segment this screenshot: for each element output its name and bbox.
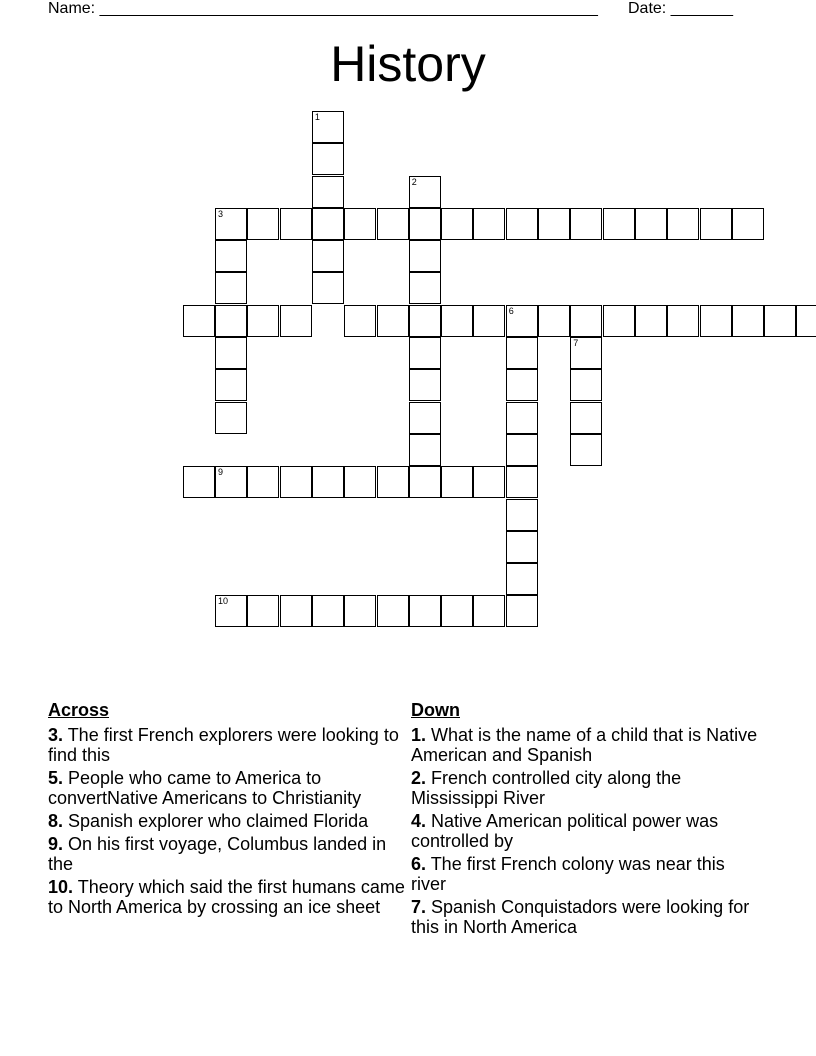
crossword-cell[interactable] xyxy=(635,305,667,337)
crossword-cell[interactable] xyxy=(700,305,732,337)
clue-number: 6 xyxy=(508,305,514,316)
down-heading: Down xyxy=(411,700,460,720)
clue-number-label: 8. xyxy=(48,811,64,831)
crossword-cell[interactable] xyxy=(667,208,699,240)
crossword-cell[interactable] xyxy=(312,595,344,627)
crossword-cell[interactable] xyxy=(506,595,538,627)
crossword-cell[interactable] xyxy=(441,208,473,240)
crossword-cell[interactable] xyxy=(570,208,602,240)
crossword-cell[interactable] xyxy=(183,305,215,337)
crossword-cell[interactable] xyxy=(409,434,441,466)
crossword-cell[interactable] xyxy=(215,240,247,272)
clue-number-label: 1. xyxy=(411,725,427,745)
crossword-cell[interactable] xyxy=(506,337,538,369)
clue-number-label: 7. xyxy=(411,897,427,917)
clue-number-label: 4. xyxy=(411,811,427,831)
clue-text: People who came to America to convertNative Americans to Christianity xyxy=(48,768,362,808)
clue-number: 3 xyxy=(218,208,224,219)
crossword-cell[interactable] xyxy=(473,595,505,627)
crossword-cell[interactable] xyxy=(312,143,344,175)
crossword-cell[interactable] xyxy=(473,305,505,337)
crossword-cell[interactable] xyxy=(183,466,215,498)
crossword-cell[interactable] xyxy=(215,595,247,627)
crossword-cell[interactable] xyxy=(215,305,247,337)
down-clue xyxy=(411,725,761,765)
crossword-cell[interactable] xyxy=(570,305,602,337)
clue-number-label: 5. xyxy=(48,768,64,788)
down-clue xyxy=(411,768,761,808)
crossword-cell[interactable] xyxy=(409,369,441,401)
crossword-cell[interactable] xyxy=(409,466,441,498)
crossword-cell[interactable] xyxy=(506,369,538,401)
clue-number: 9 xyxy=(218,467,224,478)
crossword-cell[interactable] xyxy=(732,305,764,337)
down-clues xyxy=(411,700,761,940)
crossword-cell[interactable] xyxy=(603,208,635,240)
crossword-cell[interactable] xyxy=(377,208,409,240)
clue-number-label: 9. xyxy=(48,834,64,854)
crossword-cell[interactable] xyxy=(215,369,247,401)
name-field[interactable]: Name: ________________________________________________________ xyxy=(48,0,598,17)
clue-text: Spanish Conquistadors were looking for this in North America xyxy=(411,897,750,937)
crossword-cell[interactable] xyxy=(506,402,538,434)
crossword-cell[interactable] xyxy=(409,305,441,337)
crossword-cell[interactable] xyxy=(441,595,473,627)
crossword-cell[interactable] xyxy=(506,531,538,563)
crossword-cell[interactable] xyxy=(409,176,441,208)
clue-number: 1 xyxy=(314,111,320,122)
crossword-cell[interactable] xyxy=(409,402,441,434)
across-clue-list xyxy=(48,725,408,917)
crossword-cell[interactable] xyxy=(215,337,247,369)
crossword-cell[interactable] xyxy=(506,305,538,337)
down-clue xyxy=(411,811,761,851)
crossword-cell[interactable] xyxy=(377,305,409,337)
crossword-cell[interactable] xyxy=(506,434,538,466)
down-clue xyxy=(411,897,761,937)
crossword-cell[interactable] xyxy=(441,305,473,337)
crossword-cell[interactable] xyxy=(247,208,279,240)
crossword-cell[interactable] xyxy=(603,305,635,337)
crossword-cell[interactable] xyxy=(377,595,409,627)
clue-text: French controlled city along the Mississippi River xyxy=(411,768,682,808)
header xyxy=(0,0,816,24)
crossword-cell[interactable] xyxy=(700,208,732,240)
clue-number: 10 xyxy=(218,596,229,607)
crossword-cell[interactable] xyxy=(409,272,441,304)
crossword-cell[interactable] xyxy=(473,466,505,498)
crossword-cell[interactable] xyxy=(344,208,376,240)
crossword-cell[interactable] xyxy=(409,240,441,272)
clue-number-label: 2. xyxy=(411,768,427,788)
crossword-cell[interactable] xyxy=(506,466,538,498)
crossword-cell[interactable] xyxy=(538,208,570,240)
crossword-cell[interactable] xyxy=(344,466,376,498)
clue-number: 2 xyxy=(411,176,417,187)
crossword-cell[interactable] xyxy=(635,208,667,240)
down-clue-list xyxy=(411,725,761,937)
crossword-cell[interactable] xyxy=(280,305,312,337)
crossword-cell[interactable] xyxy=(409,208,441,240)
crossword-cell[interactable] xyxy=(667,305,699,337)
crossword-cell[interactable] xyxy=(506,499,538,531)
crossword-cell[interactable] xyxy=(570,337,602,369)
crossword-cell[interactable] xyxy=(215,208,247,240)
crossword-cell[interactable] xyxy=(344,595,376,627)
crossword-cell[interactable] xyxy=(441,466,473,498)
clue-text: On his first voyage, Columbus landed in the xyxy=(48,834,387,874)
crossword-cell[interactable] xyxy=(280,595,312,627)
crossword-cell[interactable] xyxy=(409,595,441,627)
crossword-cell[interactable] xyxy=(280,208,312,240)
crossword-cell[interactable] xyxy=(732,208,764,240)
crossword-cell[interactable] xyxy=(215,466,247,498)
crossword-cell[interactable] xyxy=(506,208,538,240)
crossword-cell[interactable] xyxy=(796,305,816,337)
clue-number: 7 xyxy=(573,338,579,348)
across-clue xyxy=(48,768,408,808)
crossword-cell[interactable] xyxy=(312,176,344,208)
crossword-cell[interactable] xyxy=(312,240,344,272)
crossword-cell[interactable] xyxy=(764,305,796,337)
clue-text: Spanish explorer who claimed Florida xyxy=(63,811,369,831)
clue-text: Theory which said the first humans came to North America by crossing an ice sheet xyxy=(48,877,405,917)
date-field[interactable]: Date: _______ xyxy=(628,0,733,17)
clue-number-label: 3. xyxy=(48,725,64,745)
crossword-cell[interactable] xyxy=(506,563,538,595)
across-heading: Across xyxy=(48,700,110,720)
page-title: History xyxy=(330,36,486,92)
crossword-cell[interactable] xyxy=(247,595,279,627)
crossword-cell[interactable] xyxy=(280,466,312,498)
clue-number-label: 6. xyxy=(411,854,427,874)
crossword-cell[interactable] xyxy=(215,402,247,434)
across-clue xyxy=(48,811,408,831)
crossword-cell[interactable] xyxy=(215,272,247,304)
clue-text: Native American political power was controlled by xyxy=(411,811,719,851)
crossword-cell[interactable] xyxy=(312,272,344,304)
crossword-cell[interactable] xyxy=(247,466,279,498)
clue-text: The first French colony was near this river xyxy=(411,854,725,894)
across-clue xyxy=(48,834,408,874)
down-clue xyxy=(411,854,761,894)
clue-text: What is the name of a child that is Native American and Spanish xyxy=(411,725,758,765)
across-clues xyxy=(48,700,408,920)
crossword-cell[interactable] xyxy=(409,337,441,369)
crossword-cell[interactable] xyxy=(312,208,344,240)
crossword-cell[interactable] xyxy=(570,434,602,466)
crossword-cell[interactable] xyxy=(312,466,344,498)
crossword-cell[interactable] xyxy=(312,111,344,143)
across-clue xyxy=(48,725,408,765)
crossword-cell[interactable] xyxy=(344,305,376,337)
crossword-cell[interactable] xyxy=(377,466,409,498)
crossword-cell[interactable] xyxy=(570,369,602,401)
clue-number-label: 10. xyxy=(48,877,74,897)
clue-text: The first French explorers were looking to find this xyxy=(48,725,399,765)
crossword-cell[interactable] xyxy=(247,305,279,337)
crossword-cell[interactable] xyxy=(570,402,602,434)
crossword-cell[interactable] xyxy=(473,208,505,240)
across-clue xyxy=(48,877,408,917)
crossword-cell[interactable] xyxy=(538,305,570,337)
